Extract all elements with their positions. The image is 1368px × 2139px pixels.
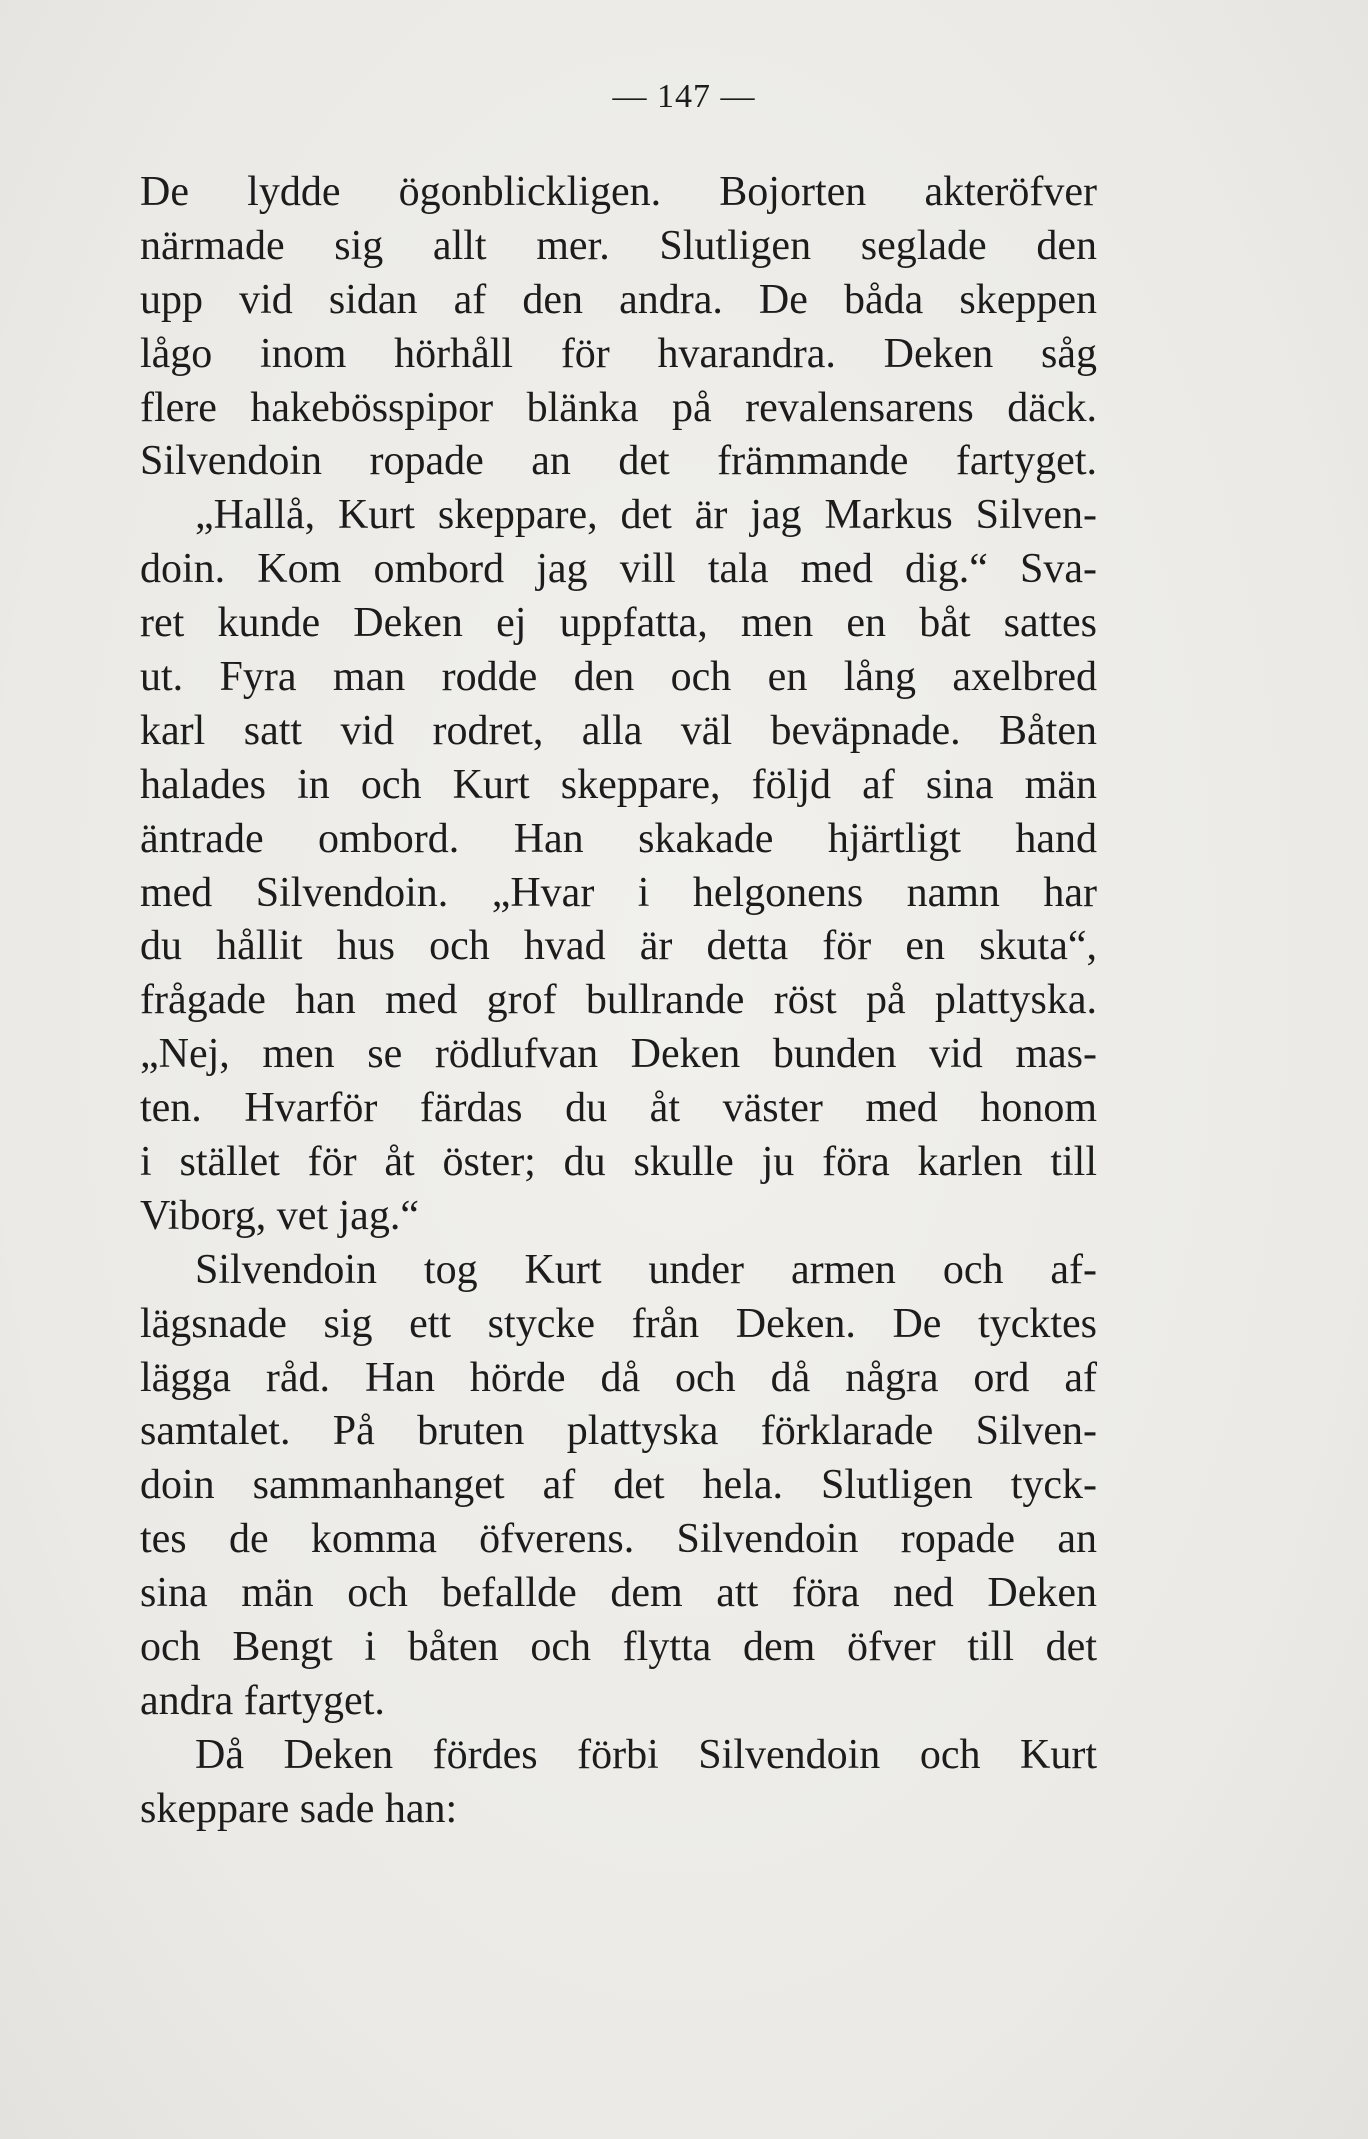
text-line: närmade sig allt mer. Slutligen seglade den	[140, 222, 1097, 269]
text-line: Viborg, vet jag.“	[140, 1192, 419, 1239]
text-line: ten. Hvarför färdas du åt väster med honom	[140, 1085, 1097, 1132]
page-number: — 147 —	[612, 78, 756, 115]
text-line: sina män och befallde dem att föra ned Deken	[140, 1570, 1097, 1617]
text-line: tes de komma öfverens. Silvendoin ropade an	[140, 1516, 1097, 1563]
text-line: flere hakebösspipor blänka på revalensarens däck.	[140, 384, 1097, 431]
text-line: med Silvendoin. „Hvar i helgonens namn har	[140, 869, 1097, 916]
text-line: doin sammanhanget af det hela. Slutligen tyck-	[140, 1462, 1097, 1509]
text-line: samtalet. På bruten plattyska förklarade Silven-	[140, 1408, 1097, 1455]
text-line: karl satt vid rodret, alla väl beväpnade. Båten	[140, 707, 1097, 754]
text-line: du hållit hus och hvad är detta för en skuta“,	[140, 923, 1097, 970]
text-line: i stället för åt öster; du skulle ju föra karlen till	[140, 1139, 1097, 1186]
text-line: Silvendoin tog Kurt under armen och af-	[195, 1246, 1097, 1293]
text-line: andra fartyget.	[140, 1677, 385, 1724]
text-line: och Bengt i båten och flytta dem öfver till det	[140, 1624, 1097, 1671]
text-line: „Nej, men se rödlufvan Deken bunden vid mas-	[140, 1031, 1097, 1078]
text-line: De lydde ögonblickligen. Bojorten akteröfver	[140, 169, 1097, 215]
body-text	[140, 166, 1097, 1837]
text-line: lägsnade sig ett stycke från Deken. De tycktes	[140, 1300, 1097, 1347]
text-line: „Hallå, Kurt skeppare, det är jag Markus Silven-	[195, 492, 1097, 539]
text-line: skeppare sade han:	[140, 1785, 458, 1832]
text-line: lägga råd. Han hörde då och då några ord af	[140, 1354, 1097, 1401]
text-line: ret kunde Deken ej uppfatta, men en båt sattes	[140, 600, 1097, 647]
text-line: lågo inom hörhåll för hvarandra. Deken såg	[140, 330, 1097, 377]
text-line: upp vid sidan af den andra. De båda skeppen	[140, 276, 1097, 323]
text-line: Silvendoin ropade an det främmande fartyget.	[140, 438, 1097, 485]
text-line: frågade han med grof bullrande röst på plattyska.	[140, 977, 1097, 1024]
text-line: äntrade ombord. Han skakade hjärtligt hand	[140, 815, 1097, 862]
text-line: halades in och Kurt skeppare, följd af sina män	[140, 761, 1097, 808]
text-line: Då Deken fördes förbi Silvendoin och Kurt	[195, 1731, 1097, 1778]
text-line: ut. Fyra man rodde den och en lång axelbred	[140, 654, 1097, 701]
text-line: doin. Kom ombord jag vill tala med dig.“ Sva-	[140, 546, 1097, 593]
